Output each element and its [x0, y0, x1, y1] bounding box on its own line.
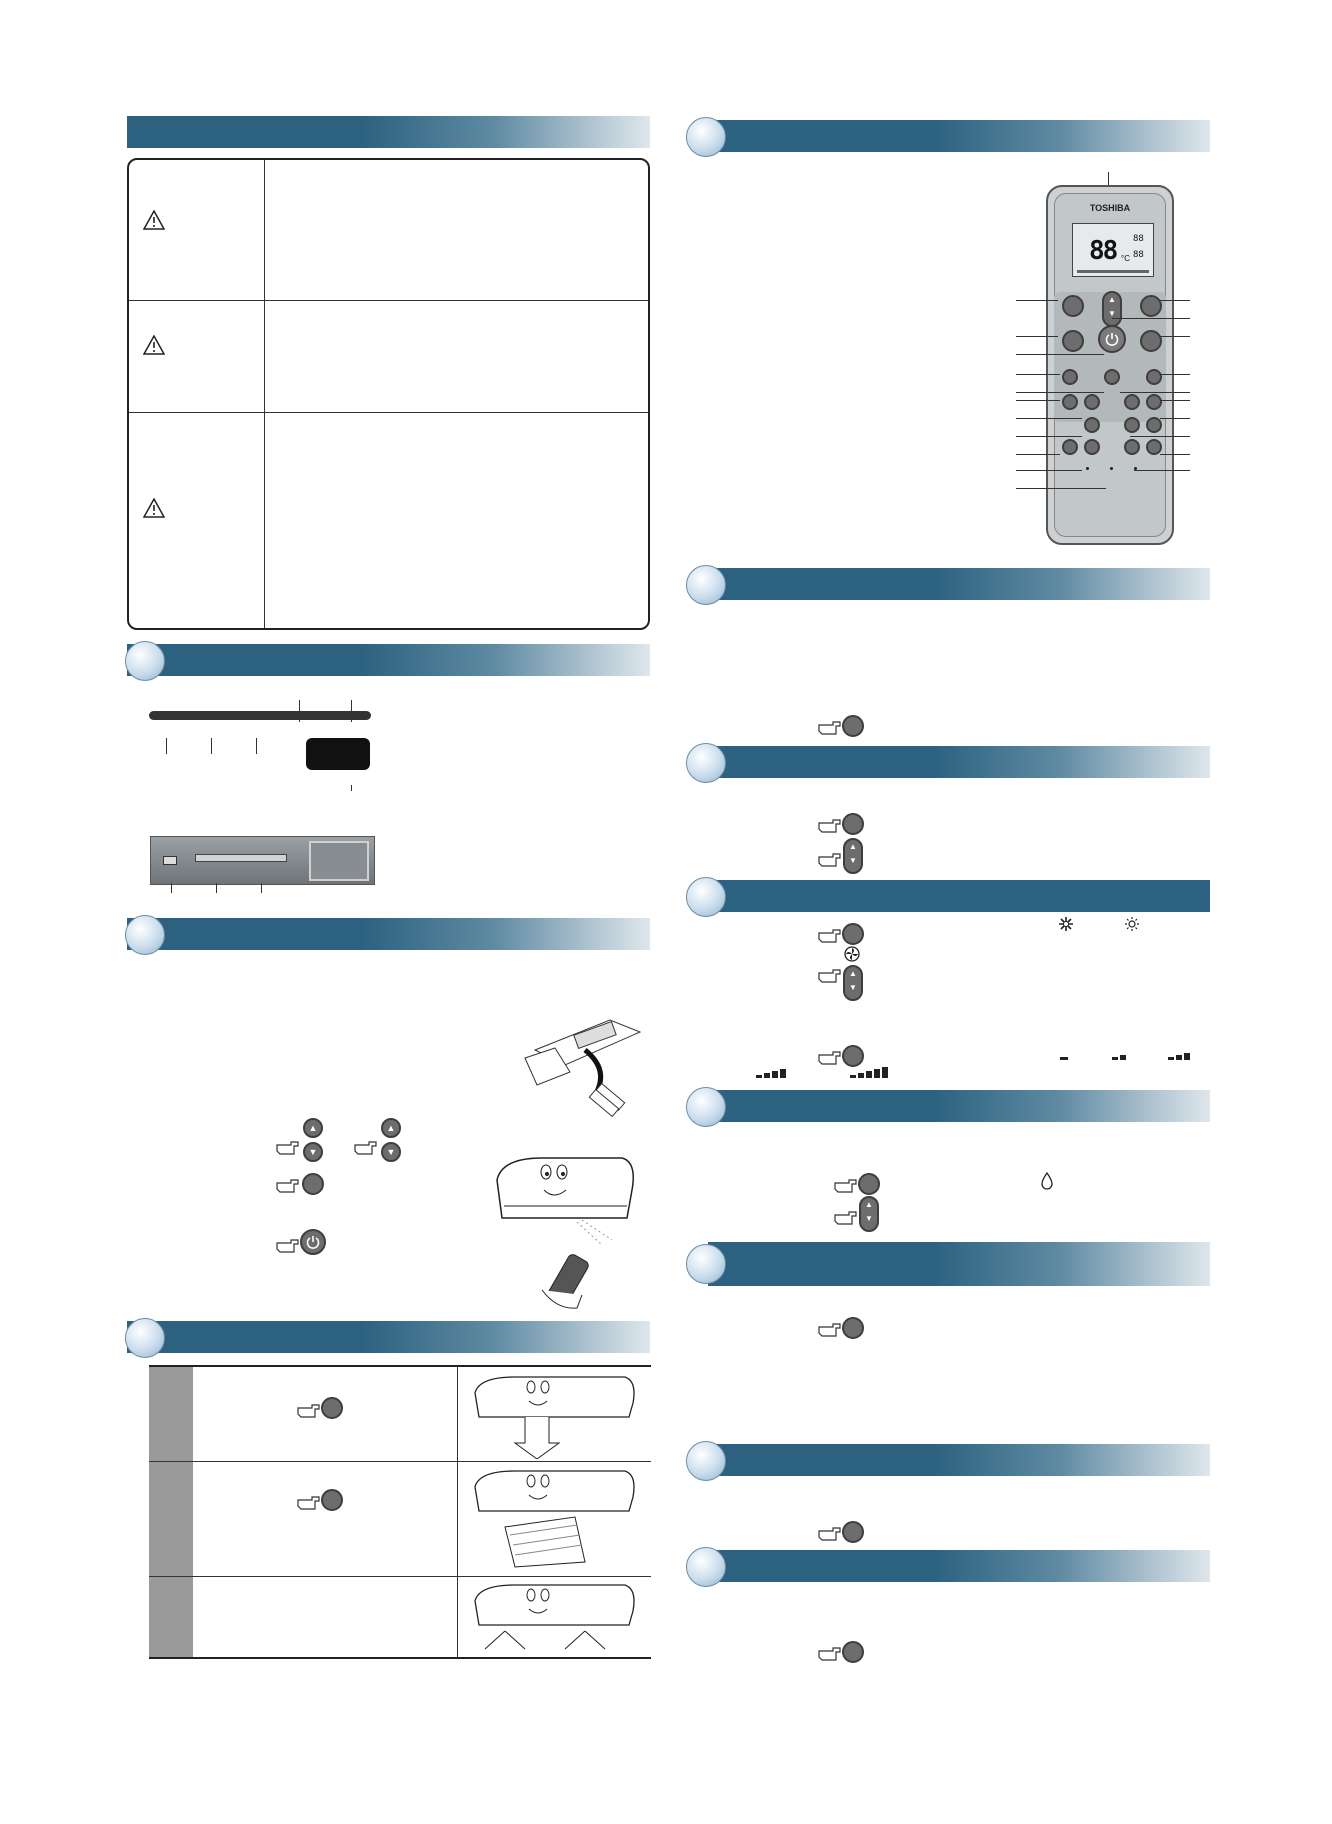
section-header-bar	[708, 1090, 1210, 1122]
leader-line	[261, 883, 262, 893]
leader-line	[299, 700, 300, 722]
mode-button[interactable]	[842, 923, 864, 945]
leader-line	[1016, 400, 1060, 401]
pointing-hand-icon	[297, 1495, 321, 1511]
remote-button[interactable]	[1140, 295, 1162, 317]
remote-button[interactable]	[1146, 394, 1162, 410]
table-row-marker	[149, 1462, 193, 1576]
leader-line	[166, 738, 167, 754]
pointing-hand-icon	[297, 1403, 321, 1419]
down-button[interactable]: ▼	[303, 1142, 323, 1162]
pointing-hand-icon	[276, 1178, 300, 1194]
droplet-icon	[1040, 1172, 1054, 1190]
remote-button[interactable]	[1146, 417, 1162, 433]
up-button[interactable]: ▲	[381, 1118, 401, 1138]
function-button[interactable]	[842, 1641, 864, 1663]
display-window	[309, 841, 369, 881]
fan-level-5-icon	[850, 1064, 890, 1078]
pointing-hand-icon	[834, 1178, 858, 1194]
leader-line	[1016, 418, 1082, 419]
leader-line	[1016, 392, 1104, 393]
section-header-bar	[708, 1242, 1210, 1286]
timer-down-button[interactable]	[1124, 439, 1140, 455]
remote-button[interactable]	[1062, 295, 1084, 317]
unit-filter-illustration	[465, 1373, 645, 1459]
section-disc	[686, 877, 726, 917]
auto-button[interactable]	[842, 715, 864, 737]
section-disc	[125, 915, 165, 955]
leader-line	[1112, 318, 1190, 319]
section-header-bar	[708, 746, 1210, 778]
leader-line	[351, 785, 352, 791]
leader-line	[1160, 400, 1190, 401]
fan-icon	[844, 946, 860, 962]
fan-level-3-icon	[1168, 1050, 1190, 1060]
leader-line	[1160, 454, 1190, 455]
lcd-timer-top: 88	[1133, 234, 1144, 244]
pointing-hand-icon	[276, 1238, 300, 1254]
temperature-rocker[interactable]: ▲ ▼	[843, 838, 863, 874]
indoor-display-panel	[306, 738, 370, 770]
timer-up-button[interactable]	[1084, 417, 1100, 433]
lcd-display	[1072, 223, 1154, 277]
warning-triangle-icon	[143, 498, 165, 518]
section-header-bar	[708, 1550, 1210, 1582]
remote-button[interactable]	[1062, 439, 1078, 455]
remote-button[interactable]	[1104, 369, 1120, 385]
warning-triangle-icon	[143, 210, 165, 230]
function-button[interactable]	[842, 1317, 864, 1339]
down-button[interactable]: ▼	[381, 1142, 401, 1162]
section-header-bar	[127, 918, 650, 950]
pointing-hand-icon	[818, 1050, 842, 1066]
power-icon	[306, 1235, 320, 1249]
pointing-hand-icon	[818, 1526, 842, 1542]
unit-filter-removal-illustration	[465, 1467, 645, 1571]
section-header-bar	[708, 880, 1210, 912]
remote-button[interactable]	[1062, 394, 1078, 410]
leader-line	[1016, 488, 1106, 489]
fan-level-1-icon	[1060, 1052, 1070, 1060]
section-header-bar	[127, 644, 650, 676]
leader-line	[256, 738, 257, 754]
leader-line	[1134, 470, 1190, 471]
power-button[interactable]	[1098, 325, 1126, 353]
lcd-unit: °C	[1121, 254, 1130, 263]
filter-button[interactable]	[321, 1489, 343, 1511]
pointing-hand-icon	[354, 1140, 378, 1156]
remote-button[interactable]	[1146, 369, 1162, 385]
pointing-hand-icon	[276, 1140, 300, 1156]
temperature-rocker[interactable]: ▲ ▼	[859, 1196, 879, 1232]
remote-control	[1046, 185, 1174, 545]
leader-line	[1160, 300, 1190, 301]
leader-line	[1160, 336, 1190, 337]
filter-button[interactable]	[321, 1397, 343, 1419]
remote-button[interactable]	[1062, 369, 1078, 385]
table-row-marker	[149, 1577, 193, 1657]
indicator-lamp	[163, 856, 177, 865]
function-button[interactable]	[842, 1521, 864, 1543]
battery-install-illustration	[515, 1010, 641, 1120]
section-disc	[125, 641, 165, 681]
leader-line	[171, 883, 172, 893]
table-row-line	[149, 1461, 651, 1462]
leader-line	[1016, 374, 1060, 375]
remote-button[interactable]	[1124, 394, 1140, 410]
power-button[interactable]	[300, 1229, 326, 1255]
timer-down-button[interactable]	[1084, 439, 1100, 455]
up-button[interactable]: ▲	[303, 1118, 323, 1138]
section-disc	[686, 743, 726, 783]
pointing-hand-icon	[818, 852, 842, 868]
unit-stand-illustration	[465, 1581, 645, 1653]
section-disc	[686, 565, 726, 605]
leader-line	[351, 700, 352, 722]
lcd-temperature: 88	[1089, 236, 1117, 266]
lcd-timer-bottom: 88	[1133, 250, 1144, 260]
mode-button[interactable]	[842, 813, 864, 835]
sun-icon	[1124, 916, 1140, 932]
leader-line	[1120, 392, 1190, 393]
warning-box	[127, 158, 650, 630]
leader-line	[1016, 470, 1082, 471]
remote-button[interactable]	[1146, 439, 1162, 455]
table-column-line	[457, 1367, 458, 1657]
table-row-line	[149, 1576, 651, 1577]
section-header-bar	[708, 568, 1210, 600]
set-button[interactable]	[302, 1173, 324, 1195]
maintenance-table	[149, 1365, 651, 1659]
remote-button[interactable]	[1084, 394, 1100, 410]
fan-level-2-icon	[1112, 1050, 1128, 1060]
indoor-panel-closeup	[150, 836, 375, 885]
leader-line	[1016, 354, 1104, 355]
safety-header-bar	[127, 116, 650, 148]
leader-line	[1160, 374, 1190, 375]
pointing-hand-icon	[818, 720, 842, 736]
leader-line	[216, 883, 217, 893]
warning-box-divider	[264, 160, 265, 628]
section-disc	[686, 1441, 726, 1481]
remote-button[interactable]	[1062, 330, 1084, 352]
timer-up-button[interactable]	[1124, 417, 1140, 433]
pointing-hand-icon	[818, 1322, 842, 1338]
brand-logo: TOSHIBA	[1089, 203, 1131, 213]
receiver-slot	[195, 854, 287, 862]
unit-with-remote-illustration	[482, 1150, 642, 1315]
temperature-rocker[interactable]: ▲ ▼	[843, 965, 863, 1001]
power-icon	[1105, 332, 1119, 346]
pointing-hand-icon	[834, 1210, 858, 1226]
leader-line	[1016, 336, 1058, 337]
leader-line	[211, 738, 212, 754]
section-header-bar	[708, 120, 1210, 152]
section-disc	[686, 1087, 726, 1127]
remote-button[interactable]	[1140, 330, 1162, 352]
warning-triangle-icon	[143, 335, 165, 355]
mode-button[interactable]	[858, 1173, 880, 1195]
section-disc	[125, 1318, 165, 1358]
pointing-hand-icon	[818, 818, 842, 834]
leader-line	[1016, 454, 1060, 455]
fan-level-4-icon	[756, 1066, 788, 1078]
leader-line	[1016, 436, 1082, 437]
section-header-bar	[127, 1321, 650, 1353]
leader-line	[1160, 418, 1190, 419]
section-disc	[686, 117, 726, 157]
leader-line	[1130, 436, 1190, 437]
section-header-bar	[708, 1444, 1210, 1476]
temperature-rocker[interactable]: ▲ ▼	[1102, 291, 1122, 327]
snowflake-icon	[1058, 916, 1074, 932]
pointing-hand-icon	[818, 1646, 842, 1662]
table-row-marker	[149, 1367, 193, 1461]
section-disc	[686, 1547, 726, 1587]
warning-box-row-line	[129, 412, 648, 413]
indoor-unit-outline	[149, 711, 371, 720]
warning-box-row-line	[129, 300, 648, 301]
section-disc	[686, 1244, 726, 1284]
leader-line	[1016, 300, 1058, 301]
leader-line	[1108, 172, 1109, 186]
pointing-hand-icon	[818, 928, 842, 944]
pointing-hand-icon	[818, 968, 842, 984]
